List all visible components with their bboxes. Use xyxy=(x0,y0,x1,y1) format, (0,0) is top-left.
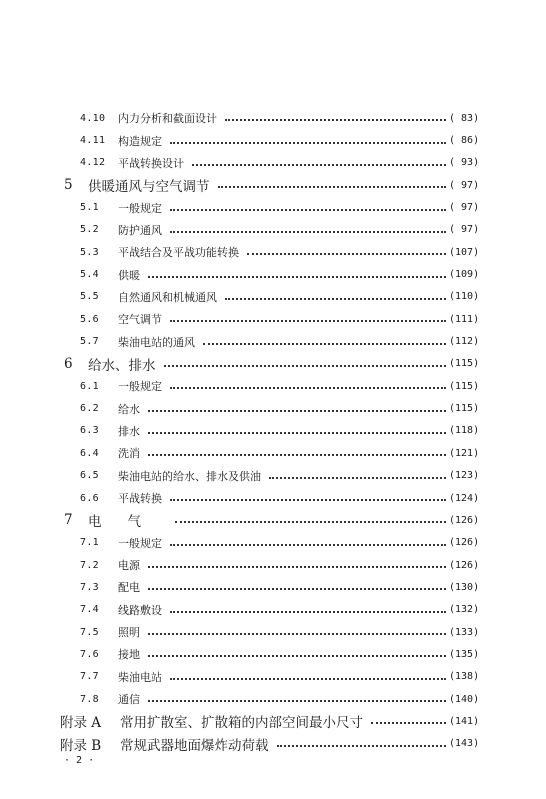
toc-dot-leader xyxy=(175,521,446,523)
toc-entry-title: 柴油电站 xyxy=(118,670,162,684)
toc-entry-title: 常规武器地面爆炸动荷载 xyxy=(120,737,269,754)
toc-entry-title: 供暖 xyxy=(118,268,140,282)
toc-dot-leader xyxy=(170,387,446,389)
toc-entry-page: (126) xyxy=(449,537,480,549)
toc-chapter-entry xyxy=(0,509,546,531)
toc-dot-leader xyxy=(192,164,446,166)
toc-entry-title: 给水、排水 xyxy=(88,357,156,374)
toc-dot-leader xyxy=(170,231,446,233)
toc-entry-title: 给水 xyxy=(118,402,140,416)
toc-entry-page: (130) xyxy=(449,581,480,593)
toc-entry-page: (121) xyxy=(449,447,480,459)
toc-entry-number: 5.4 xyxy=(80,269,99,281)
toc-dot-leader xyxy=(170,209,446,211)
toc-dot-leader xyxy=(170,611,446,613)
toc-entry-title: 电源 xyxy=(118,559,140,573)
toc-dot-leader xyxy=(170,678,446,680)
toc-section-entry xyxy=(0,286,546,308)
toc-entry-number: 6.2 xyxy=(80,403,99,415)
toc-section-entry xyxy=(0,643,546,665)
toc-entry-number: 7.7 xyxy=(80,671,99,683)
toc-entry-number: 7 xyxy=(64,512,73,529)
toc-entry-number: 6.5 xyxy=(80,470,99,482)
toc-entry-page: ( 83) xyxy=(449,112,480,124)
toc-section-entry xyxy=(0,241,546,263)
toc-entry-page: (112) xyxy=(449,336,480,348)
toc-entry-title: 柴油电站的给水、排水及供油 xyxy=(118,469,261,483)
toc-section-entry xyxy=(0,397,546,419)
toc-entry-page: (115) xyxy=(449,358,480,370)
toc-entry-page: (133) xyxy=(449,626,480,638)
toc-entry-title: 柴油电站的通风 xyxy=(118,335,195,349)
toc-section-entry xyxy=(0,442,546,464)
toc-entry-number: 5.6 xyxy=(80,313,99,325)
toc-dot-leader xyxy=(269,477,446,479)
toc-entry-number: 附录 B xyxy=(60,737,102,754)
toc-appendix-entry xyxy=(0,710,546,732)
toc-dot-leader xyxy=(225,298,446,300)
toc-appendix-entry xyxy=(0,733,546,755)
toc-entry-title: 电气 xyxy=(88,514,167,531)
toc-section-entry xyxy=(0,308,546,330)
toc-entry-title: 平战转换设计 xyxy=(118,156,184,170)
toc-section-entry xyxy=(0,263,546,285)
toc-dot-leader xyxy=(277,745,446,747)
toc-section-entry xyxy=(0,196,546,218)
toc-entry-number: 4.12 xyxy=(80,157,106,169)
toc-dot-leader xyxy=(170,544,446,546)
toc-entry-title: 构造规定 xyxy=(118,134,162,148)
toc-section-entry xyxy=(0,465,546,487)
toc-entry-number: 附录 A xyxy=(60,715,102,732)
toc-entry-title: 一般规定 xyxy=(118,380,162,394)
toc-section-entry xyxy=(0,554,546,576)
toc-entry-page: (109) xyxy=(449,269,480,281)
toc-dot-leader xyxy=(371,722,446,724)
toc-section-entry xyxy=(0,420,546,442)
toc-section-entry xyxy=(0,487,546,509)
toc-dot-leader xyxy=(148,432,446,434)
toc-dot-leader xyxy=(148,276,446,278)
toc-dot-leader xyxy=(148,700,446,702)
toc-entry-number: 5.3 xyxy=(80,246,99,258)
toc-section-entry xyxy=(0,576,546,598)
toc-entry-page: (115) xyxy=(449,380,480,392)
toc-chapter-entry xyxy=(0,353,546,375)
toc-entry-number: 7.5 xyxy=(80,626,99,638)
toc-entry-title: 内力分析和截面设计 xyxy=(118,112,217,126)
toc-entry-number: 7.6 xyxy=(80,648,99,660)
toc-entry-page: (110) xyxy=(449,291,480,303)
toc-entry-title: 供暖通风与空气调节 xyxy=(88,179,210,196)
toc-entry-page: (124) xyxy=(449,492,480,504)
toc-dot-leader xyxy=(148,454,446,456)
toc-section-entry xyxy=(0,375,546,397)
toc-entry-number: 6.6 xyxy=(80,492,99,504)
toc-entry-number: 6.1 xyxy=(80,380,99,392)
toc-entry-title: 防护通风 xyxy=(118,223,162,237)
toc-entry-number: 4.10 xyxy=(80,112,106,124)
toc-entry-page: (140) xyxy=(449,693,480,705)
toc-entry-title: 洗消 xyxy=(118,447,140,461)
toc-entry-number: 5.7 xyxy=(80,336,99,348)
toc-entry-page: (132) xyxy=(449,604,480,616)
toc-entry-number: 7.4 xyxy=(80,604,99,616)
toc-entry-page: (115) xyxy=(449,403,480,415)
toc-chapter-entry xyxy=(0,174,546,196)
toc-entry-title: 平战转换 xyxy=(118,492,162,506)
toc-entry-page: ( 86) xyxy=(449,135,480,147)
toc-entry-title: 空气调节 xyxy=(118,313,162,327)
toc-dot-leader xyxy=(148,566,446,568)
toc-dot-leader xyxy=(218,186,446,188)
toc-entry-title: 一般规定 xyxy=(118,536,162,550)
toc-section-entry xyxy=(0,330,546,352)
toc-entry-page: (135) xyxy=(449,648,480,660)
toc-dot-leader xyxy=(148,633,446,635)
toc-entry-number: 5.5 xyxy=(80,291,99,303)
table-of-contents xyxy=(0,107,546,755)
toc-dot-leader xyxy=(148,588,446,590)
toc-entry-title: 接地 xyxy=(118,648,140,662)
toc-entry-number: 5.2 xyxy=(80,224,99,236)
toc-entry-page: (123) xyxy=(449,470,480,482)
toc-entry-number: 4.11 xyxy=(80,135,106,147)
toc-dot-leader xyxy=(225,119,446,121)
toc-dot-leader xyxy=(170,499,446,501)
toc-dot-leader xyxy=(170,320,446,322)
toc-entry-number: 7.1 xyxy=(80,537,99,549)
toc-entry-page: (143) xyxy=(449,738,480,750)
toc-entry-page: (138) xyxy=(449,671,480,683)
toc-entry-number: 7.8 xyxy=(80,693,99,705)
toc-entry-title: 一般规定 xyxy=(118,201,162,215)
toc-section-entry xyxy=(0,152,546,174)
toc-entry-number: 5.1 xyxy=(80,202,99,214)
toc-dot-leader xyxy=(203,343,446,345)
toc-entry-title: 自然通风和机械通风 xyxy=(118,290,217,304)
toc-dot-leader xyxy=(247,253,446,255)
toc-entry-title: 常用扩散室、扩散箱的内部空间最小尺寸 xyxy=(120,715,363,732)
toc-entry-page: (126) xyxy=(449,559,480,571)
toc-entry-title: 照明 xyxy=(118,626,140,640)
toc-dot-leader xyxy=(164,365,446,367)
toc-entry-number: 7.3 xyxy=(80,581,99,593)
toc-entry-page: ( 93) xyxy=(449,157,480,169)
toc-entry-title: 线路敷设 xyxy=(118,603,162,617)
toc-entry-page: ( 97) xyxy=(449,179,480,191)
toc-entry-number: 6 xyxy=(64,355,73,372)
toc-entry-page: (111) xyxy=(449,313,480,325)
toc-entry-title: 配电 xyxy=(118,581,140,595)
toc-entry-number: 6.4 xyxy=(80,447,99,459)
toc-section-entry xyxy=(0,129,546,151)
toc-dot-leader xyxy=(148,410,446,412)
toc-section-entry xyxy=(0,107,546,129)
toc-entry-number: 6.3 xyxy=(80,425,99,437)
toc-entry-page: (141) xyxy=(449,715,480,727)
page-number: · 2 · xyxy=(64,755,95,766)
toc-entry-title: 平战结合及平战功能转换 xyxy=(118,246,239,260)
toc-section-entry xyxy=(0,532,546,554)
toc-entry-page: (126) xyxy=(449,514,480,526)
toc-entry-title: 排水 xyxy=(118,424,140,438)
toc-section-entry xyxy=(0,688,546,710)
toc-entry-page: (107) xyxy=(449,246,480,258)
toc-section-entry xyxy=(0,219,546,241)
toc-entry-page: (118) xyxy=(449,425,480,437)
toc-entry-title: 通信 xyxy=(118,693,140,707)
toc-section-entry xyxy=(0,666,546,688)
toc-entry-number: 5 xyxy=(64,177,73,194)
toc-entry-page: ( 97) xyxy=(449,224,480,236)
toc-entry-page: ( 97) xyxy=(449,202,480,214)
toc-section-entry xyxy=(0,621,546,643)
toc-section-entry xyxy=(0,599,546,621)
toc-dot-leader xyxy=(148,655,446,657)
toc-dot-leader xyxy=(170,142,446,144)
toc-entry-number: 7.2 xyxy=(80,559,99,571)
